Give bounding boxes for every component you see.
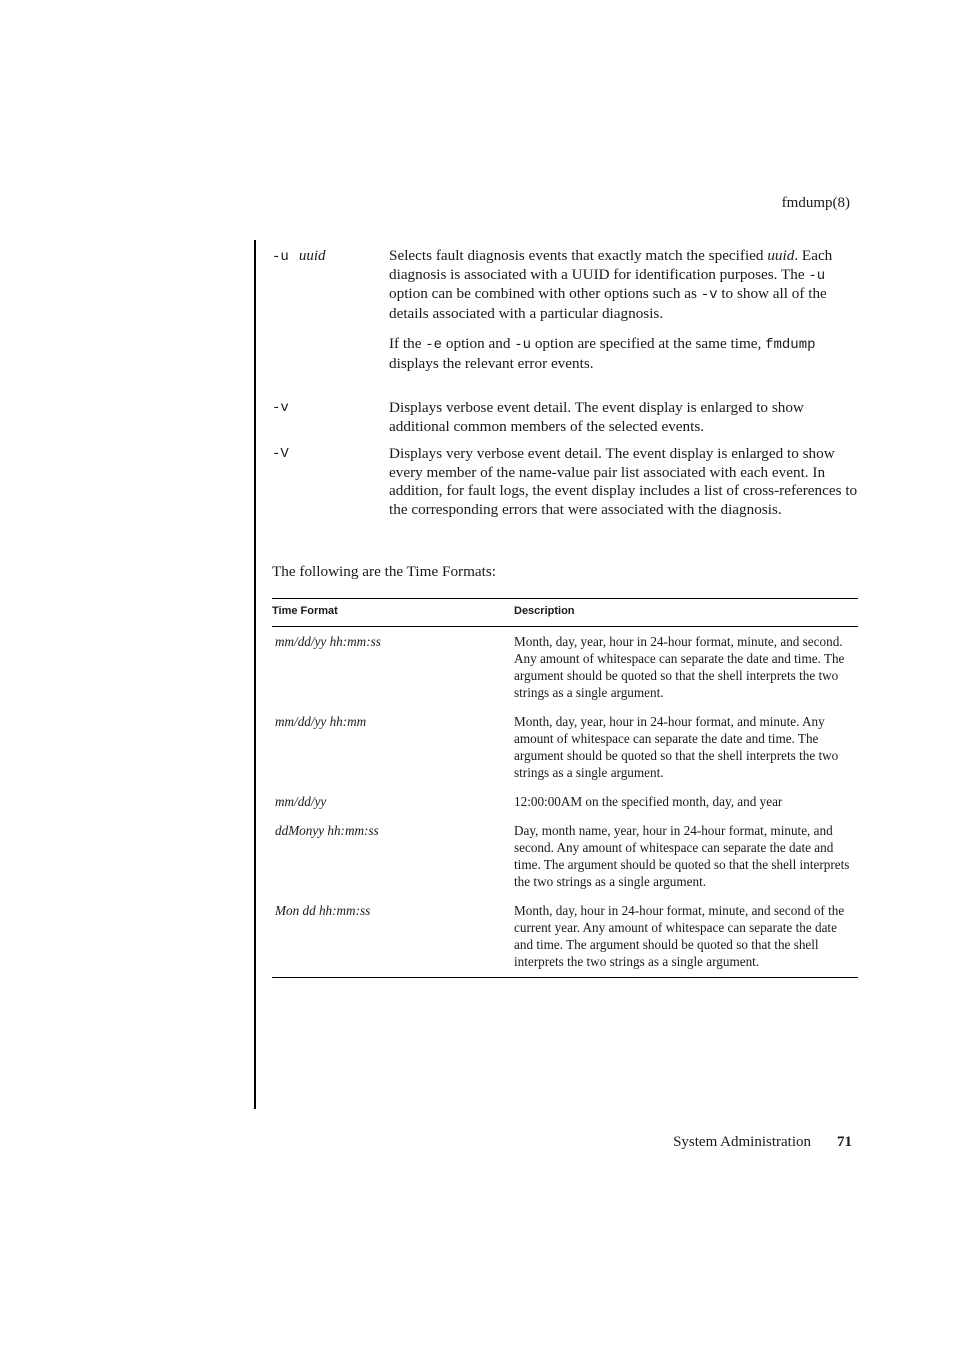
time-format-cell: ddMonyy hh:mm:ss: [275, 823, 379, 838]
table-row: [272, 902, 858, 978]
description-cell: Month, day, year, hour in 24-hour format, minute, and second. Any amount of whitespace can separate the date and time. The argument should be quoted so that the shell interprets the two strings as a single argument.: [514, 634, 845, 700]
footer-section-title: System Administration: [673, 1134, 811, 1150]
option-u: [272, 247, 858, 385]
description-cell: Month, day, hour in 24-hour format, minute, and second of the current year. Any amount of whitespace can separate the date and time. The argument should be quoted so that the shell interprets the two strings as a single argument.: [514, 902, 858, 978]
table-row: [272, 713, 858, 793]
table-row: [272, 627, 858, 714]
description-cell: Day, month name, year, hour in 24-hour format, minute, and second. Any amount of whitespace can separate the date and time. The argument should be quoted so that the shell interprets the two strings as a single argument.: [514, 823, 850, 889]
column-header-description: Description: [514, 599, 858, 627]
description-cell: 12:00:00AM on the specified month, day, and year: [514, 794, 783, 809]
option-paragraph: If the -e option and -u option are specified at the same time, fmdump displays the relevant error events.: [389, 335, 816, 372]
option-term: -V: [272, 446, 289, 462]
option-V: [272, 445, 858, 531]
option-v: [272, 399, 858, 448]
table-header-row: [272, 599, 858, 627]
page-footer: [673, 1133, 852, 1151]
option-paragraph: Selects fault diagnosis events that exactly match the specified uuid. Each diagnosis is associated with a UUID for identification purposes. The -u option can be combined with other options such as -v to show all of the details associated with a particular diagnosis.: [389, 247, 833, 322]
time-format-cell: mm/dd/yy hh:mm: [275, 714, 367, 729]
column-header-time-format: Time Format: [272, 599, 514, 627]
option-paragraph: Displays very verbose event detail. The event display is enlarged to show every member of the name-value pair list associated with each event. In addition, for fault logs, the event display includes a list of cross-references to the corresponding errors that were associated with the diagnosis.: [389, 445, 858, 518]
change-bar: [254, 240, 256, 1109]
option-definition: [389, 399, 858, 436]
table-row: [272, 793, 858, 822]
time-format-cell: mm/dd/yy: [275, 794, 327, 809]
time-format-cell: mm/dd/yy hh:mm:ss: [275, 634, 381, 649]
description-cell: Month, day, year, hour in 24-hour format, and minute. Any amount of whitespace can separate the date and time. The argument should be quoted so that the shell interprets the two strings as a single argument.: [514, 714, 839, 780]
option-definition: [389, 247, 858, 373]
running-header: fmdump(8): [781, 195, 850, 211]
time-formats-intro: The following are the Time Formats:: [272, 563, 496, 580]
page-number: 71: [837, 1134, 852, 1150]
time-formats-table: [272, 598, 858, 978]
option-term: -v: [272, 400, 289, 416]
time-format-cell: Mon dd hh:mm:ss: [272, 902, 514, 978]
table-row: [272, 822, 858, 902]
option-term: -u uuid: [272, 248, 326, 265]
option-definition: [389, 445, 858, 519]
option-paragraph: Displays verbose event detail. The event display is enlarged to show additional common members of the selected events.: [389, 399, 804, 435]
